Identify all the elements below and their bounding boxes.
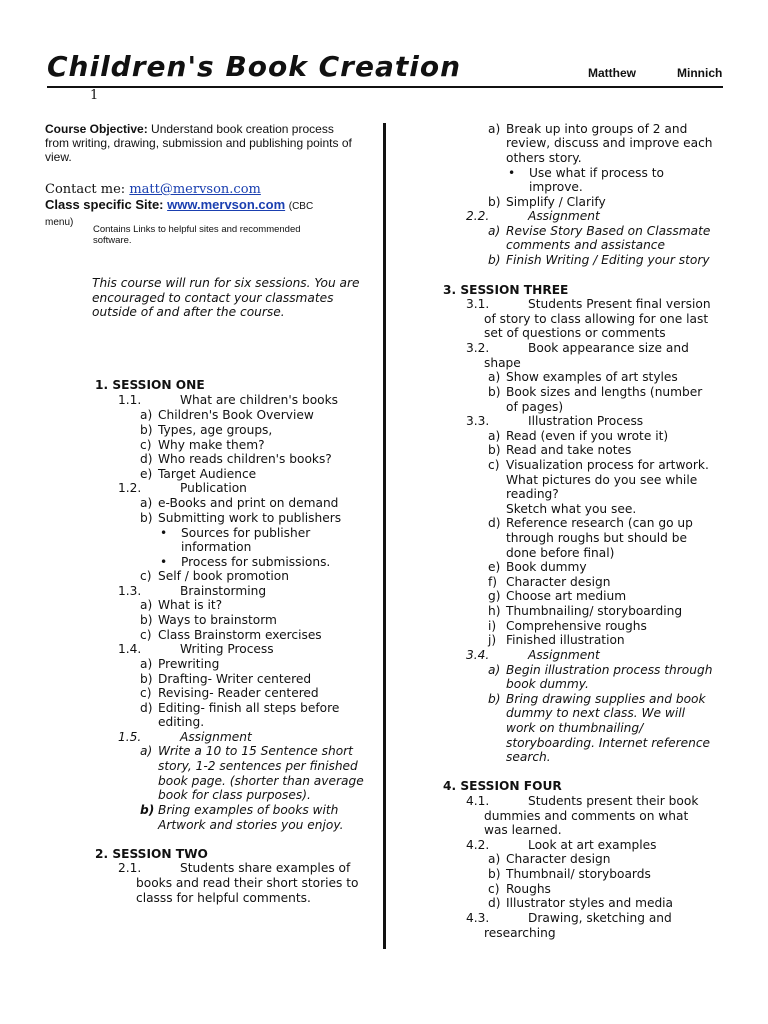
list-text: Assignment bbox=[180, 730, 252, 744]
right-outline-line bbox=[488, 385, 702, 400]
list-number: c) bbox=[488, 458, 500, 472]
right-outline-line bbox=[488, 896, 673, 911]
objective-line-3: view. bbox=[45, 150, 72, 164]
list-text: Children's Book Overview bbox=[158, 408, 314, 422]
left-outline-line bbox=[140, 701, 339, 716]
document-title: Children's Book Creation bbox=[47, 50, 462, 83]
left-outline-line bbox=[140, 628, 322, 643]
left-outline-line bbox=[160, 555, 330, 570]
list-number: 2.1. bbox=[118, 861, 142, 875]
right-outline-line bbox=[488, 882, 551, 897]
right-outline-line bbox=[506, 546, 614, 561]
list-text: Write a 10 to 15 Sentence short bbox=[158, 744, 353, 758]
left-outline-line bbox=[140, 423, 272, 438]
right-outline-line bbox=[488, 560, 587, 575]
right-outline-line bbox=[506, 706, 685, 721]
list-number: 3.3. bbox=[466, 414, 490, 428]
right-outline-line bbox=[466, 911, 672, 926]
list-text: Students Present final version bbox=[528, 297, 711, 311]
page-number: 1 bbox=[90, 88, 99, 103]
left-outline-line bbox=[136, 876, 358, 891]
list-number: 4.2. bbox=[466, 838, 490, 852]
left-outline-line bbox=[158, 759, 358, 774]
list-text: 4. SESSION FOUR bbox=[443, 779, 562, 793]
left-outline-line bbox=[118, 481, 247, 496]
list-number: j) bbox=[488, 633, 497, 647]
list-text: Revise Story Based on Classmate bbox=[506, 224, 711, 238]
list-text: Process for submissions. bbox=[181, 555, 331, 569]
right-outline-line bbox=[443, 283, 568, 298]
list-text: Show examples of art styles bbox=[506, 370, 678, 384]
list-text: book for class purposes). bbox=[158, 788, 311, 802]
list-text: search. bbox=[506, 750, 551, 764]
list-text: Finish Writing / Editing your story bbox=[506, 253, 710, 267]
list-number: 1.5. bbox=[118, 730, 142, 744]
left-outline-line bbox=[118, 393, 338, 408]
list-text: work on thumbnailing/ bbox=[506, 721, 644, 735]
list-number: 1.3. bbox=[118, 584, 142, 598]
list-number: c) bbox=[140, 686, 152, 700]
site-note: (CBC bbox=[288, 201, 314, 212]
left-outline-line bbox=[140, 569, 289, 584]
list-number: e) bbox=[488, 560, 501, 574]
list-text: Assignment bbox=[528, 209, 600, 223]
list-text: Editing- finish all steps before bbox=[158, 701, 340, 715]
list-text: Sources for publisher bbox=[181, 526, 311, 540]
right-outline-line bbox=[506, 750, 551, 765]
right-outline-line bbox=[484, 312, 708, 327]
left-outline-line bbox=[160, 526, 310, 541]
list-text: e-Books and print on demand bbox=[158, 496, 339, 510]
right-outline-line bbox=[506, 531, 687, 546]
list-text: Visualization process for artwork. bbox=[506, 458, 709, 472]
right-outline-line bbox=[484, 926, 556, 941]
list-number: d) bbox=[488, 896, 501, 910]
right-outline-line bbox=[443, 779, 562, 794]
list-text: Book dummy bbox=[506, 560, 587, 574]
list-number: 4.1. bbox=[466, 794, 490, 808]
links-note-line-1: Contains Links to helpful sites and recommended bbox=[93, 224, 301, 235]
list-text: set of questions or comments bbox=[484, 326, 666, 340]
left-outline-line bbox=[118, 861, 350, 876]
list-text: What is it? bbox=[158, 598, 223, 612]
run-note-line-1: This course will run for six sessions. You are bbox=[92, 276, 360, 290]
list-number: b) bbox=[140, 803, 155, 817]
list-text: through roughs but should be bbox=[506, 531, 687, 545]
left-outline-line bbox=[140, 408, 314, 423]
site-note-2: menu) bbox=[45, 217, 74, 228]
left-outline-line bbox=[158, 818, 343, 833]
right-outline-line bbox=[488, 122, 687, 137]
left-outline-line bbox=[158, 774, 364, 789]
list-number: h) bbox=[488, 604, 501, 618]
right-outline-line bbox=[484, 356, 521, 371]
list-text: comments and assistance bbox=[506, 238, 666, 252]
list-text: Prewriting bbox=[158, 657, 220, 671]
list-text: book page. (shorter than average bbox=[158, 774, 364, 788]
list-number: b) bbox=[488, 867, 501, 881]
list-text: Self / book promotion bbox=[158, 569, 289, 583]
objective-line-2: from writing, drawing, submission and publishing points of bbox=[45, 136, 352, 150]
list-text: Illustration Process bbox=[528, 414, 644, 428]
list-number: b) bbox=[488, 385, 501, 399]
list-number: b) bbox=[488, 253, 501, 267]
list-text: dummies and comments on what bbox=[484, 809, 689, 823]
course-objective bbox=[45, 122, 375, 164]
list-number: c) bbox=[488, 882, 500, 896]
left-outline-line bbox=[140, 511, 341, 526]
list-text: Comprehensive roughs bbox=[506, 619, 647, 633]
list-text: Book sizes and lengths (number bbox=[506, 385, 703, 399]
list-number: a) bbox=[140, 496, 153, 510]
list-number: b) bbox=[140, 613, 153, 627]
list-text: Students share examples of bbox=[180, 861, 351, 875]
right-outline-line bbox=[506, 502, 636, 517]
left-outline-line bbox=[140, 803, 338, 818]
run-note-line-2: encouraged to contact your classmates bbox=[92, 290, 334, 305]
list-number: 1.4. bbox=[118, 642, 142, 656]
right-outline-line bbox=[488, 429, 668, 444]
list-number: 1.2. bbox=[118, 481, 142, 495]
list-number: b) bbox=[488, 692, 501, 706]
list-number: b) bbox=[140, 511, 153, 525]
left-outline-line bbox=[158, 715, 204, 730]
right-outline-line bbox=[484, 326, 666, 341]
list-number: a) bbox=[488, 224, 501, 238]
objective-line-1: Understand book creation process bbox=[151, 122, 334, 136]
right-outline-line bbox=[488, 224, 710, 239]
right-outline-line bbox=[488, 663, 712, 678]
list-text: of story to class allowing for one last bbox=[484, 312, 709, 326]
right-outline-line bbox=[466, 794, 698, 809]
list-number: d) bbox=[140, 701, 153, 715]
list-text: was learned. bbox=[484, 823, 562, 837]
left-outline-line bbox=[118, 584, 266, 599]
list-number: f) bbox=[488, 575, 498, 589]
right-outline-line bbox=[484, 809, 688, 824]
list-number: b) bbox=[488, 195, 501, 209]
left-outline-line bbox=[158, 788, 311, 803]
left-outline-line bbox=[118, 730, 252, 745]
left-outline-line bbox=[140, 744, 353, 759]
right-outline-line bbox=[506, 736, 710, 751]
bullet-marker: • bbox=[160, 555, 168, 569]
list-text: Book appearance size and bbox=[528, 341, 689, 355]
list-number: a) bbox=[140, 744, 153, 758]
right-outline-line bbox=[506, 487, 559, 502]
right-outline-line bbox=[466, 414, 643, 429]
run-note-line-3: outside of and after the course. bbox=[92, 305, 285, 320]
list-number: a) bbox=[488, 663, 501, 677]
list-text: Sketch what you see. bbox=[506, 502, 637, 516]
list-number: a) bbox=[140, 598, 153, 612]
course-run-note bbox=[92, 276, 360, 320]
list-text: reading? bbox=[506, 487, 559, 501]
list-text: Assignment bbox=[528, 648, 600, 662]
right-outline-line bbox=[529, 180, 583, 195]
list-text: of pages) bbox=[506, 400, 564, 414]
list-text: Begin illustration process through bbox=[506, 663, 713, 677]
list-number: a) bbox=[140, 408, 153, 422]
list-text: 2. SESSION TWO bbox=[95, 847, 208, 861]
right-outline-line bbox=[508, 166, 664, 181]
list-text: Thumbnailing/ storyboarding bbox=[506, 604, 683, 618]
list-number: a) bbox=[488, 122, 501, 136]
list-text: book dummy. bbox=[506, 677, 589, 691]
list-number: a) bbox=[488, 852, 501, 866]
list-text: Read and take notes bbox=[506, 443, 632, 457]
list-text: Writing Process bbox=[180, 642, 274, 656]
left-outline-line bbox=[140, 438, 265, 453]
contact-line bbox=[45, 182, 261, 197]
list-text: Drawing, sketching and bbox=[528, 911, 672, 925]
list-number: a) bbox=[488, 370, 501, 384]
right-outline-line bbox=[488, 516, 693, 531]
left-outline-line bbox=[95, 847, 208, 862]
right-outline-line bbox=[466, 297, 711, 312]
bullet-marker: • bbox=[160, 526, 168, 540]
list-text: dummy to next class. We will bbox=[506, 706, 686, 720]
list-number: a) bbox=[140, 657, 153, 671]
right-outline-line bbox=[506, 473, 697, 488]
objective-label: Course Objective: bbox=[45, 122, 148, 136]
list-text: Brainstorming bbox=[180, 584, 267, 598]
list-text: review, discuss and improve each bbox=[506, 136, 713, 150]
list-text: done before final) bbox=[506, 546, 615, 560]
list-text: classs for helpful comments. bbox=[136, 891, 311, 905]
list-number: 3.4. bbox=[466, 648, 490, 662]
list-number: e) bbox=[140, 467, 153, 481]
list-text: What are children's books bbox=[180, 393, 339, 407]
right-outline-line bbox=[466, 648, 600, 663]
links-note bbox=[93, 224, 301, 246]
list-text: storyboarding. Internet reference bbox=[506, 736, 711, 750]
right-outline-line bbox=[506, 238, 665, 253]
list-text: Drafting- Writer centered bbox=[158, 672, 312, 686]
list-text: Character design bbox=[506, 575, 611, 589]
list-number: c) bbox=[140, 628, 152, 642]
left-outline-line bbox=[140, 686, 319, 701]
list-text: Read (even if you wrote it) bbox=[506, 429, 669, 443]
right-outline-line bbox=[466, 838, 656, 853]
bullet-marker: • bbox=[508, 166, 516, 180]
right-outline-line bbox=[466, 209, 600, 224]
list-text: Types, age groups, bbox=[158, 423, 273, 437]
left-outline-line bbox=[140, 452, 332, 467]
left-outline-line bbox=[118, 642, 274, 657]
list-number: c) bbox=[140, 569, 152, 583]
author-first-name: Matthew bbox=[588, 66, 636, 80]
list-text: Submitting work to publishers bbox=[158, 511, 342, 525]
list-number: c) bbox=[140, 438, 152, 452]
list-text: Bring drawing supplies and book bbox=[506, 692, 706, 706]
list-text: story, 1-2 sentences per finished bbox=[158, 759, 358, 773]
right-outline-line bbox=[506, 136, 713, 151]
links-note-line-2: software. bbox=[93, 235, 132, 246]
list-text: Target Audience bbox=[158, 467, 257, 481]
right-outline-line bbox=[506, 151, 582, 166]
list-text: improve. bbox=[529, 180, 583, 194]
list-number: d) bbox=[488, 516, 501, 530]
list-text: Roughs bbox=[506, 882, 551, 896]
list-text: Break up into groups of 2 and bbox=[506, 122, 688, 136]
right-outline-line bbox=[484, 823, 562, 838]
list-number: g) bbox=[488, 589, 501, 603]
right-outline-line bbox=[506, 400, 563, 415]
list-text: Ways to brainstorm bbox=[158, 613, 277, 627]
list-number: b) bbox=[140, 672, 153, 686]
list-number: 1.1. bbox=[118, 393, 142, 407]
list-text: Publication bbox=[180, 481, 247, 495]
right-outline-line bbox=[488, 619, 647, 634]
list-text: Bring examples of books with bbox=[158, 803, 339, 817]
right-outline-line bbox=[488, 867, 651, 882]
author-last-name: Minnich bbox=[677, 66, 723, 80]
right-outline-line bbox=[488, 852, 610, 867]
list-text: shape bbox=[484, 356, 521, 370]
left-outline-line bbox=[140, 467, 256, 482]
contact-email-link[interactable]: matt@mervson.com bbox=[129, 182, 261, 197]
left-outline-line bbox=[140, 496, 338, 511]
column-divider bbox=[383, 123, 386, 949]
list-number: 4.3. bbox=[466, 911, 490, 925]
list-number: d) bbox=[140, 452, 153, 466]
right-outline-line bbox=[466, 341, 689, 356]
right-outline-line bbox=[488, 589, 626, 604]
left-outline-line bbox=[140, 672, 311, 687]
right-outline-line bbox=[506, 677, 589, 692]
left-outline-line bbox=[140, 598, 222, 613]
list-text: researching bbox=[484, 926, 556, 940]
list-text: Use what if process to bbox=[529, 166, 664, 180]
list-text: information bbox=[181, 540, 252, 554]
list-text: Choose art medium bbox=[506, 589, 627, 603]
right-outline-line bbox=[488, 253, 710, 268]
right-outline-line bbox=[488, 692, 706, 707]
left-outline-line bbox=[140, 657, 219, 672]
list-number: i) bbox=[488, 619, 497, 633]
list-number: a) bbox=[488, 429, 501, 443]
left-outline-line bbox=[140, 613, 277, 628]
list-text: Class Brainstorm exercises bbox=[158, 628, 322, 642]
right-outline-line bbox=[488, 575, 610, 590]
list-number: 3.2. bbox=[466, 341, 490, 355]
contact-label: Contact me: bbox=[45, 182, 126, 197]
list-number: b) bbox=[140, 423, 153, 437]
list-text: others story. bbox=[506, 151, 582, 165]
left-outline-line bbox=[95, 378, 205, 393]
list-text: Look at art examples bbox=[528, 838, 657, 852]
list-number: b) bbox=[488, 443, 501, 457]
list-text: Illustrator styles and media bbox=[506, 896, 674, 910]
left-outline-line bbox=[136, 891, 311, 906]
list-text: Why make them? bbox=[158, 438, 265, 452]
left-outline-line bbox=[181, 540, 251, 555]
list-text: Simplify / Clarify bbox=[506, 195, 606, 209]
list-text: Thumbnail/ storyboards bbox=[506, 867, 651, 881]
list-text: Students present their book bbox=[528, 794, 699, 808]
right-outline-line bbox=[488, 370, 678, 385]
list-text: Who reads children's books? bbox=[158, 452, 332, 466]
list-text: Artwork and stories you enjoy. bbox=[158, 818, 344, 832]
list-text: Reference research (can go up bbox=[506, 516, 693, 530]
list-text: Finished illustration bbox=[506, 633, 625, 647]
list-number: 3.1. bbox=[466, 297, 490, 311]
list-text: Character design bbox=[506, 852, 611, 866]
list-number: 2.2. bbox=[466, 209, 490, 223]
list-text: 3. SESSION THREE bbox=[443, 283, 569, 297]
right-outline-line bbox=[506, 721, 643, 736]
right-outline-line bbox=[488, 443, 631, 458]
right-outline-line bbox=[488, 195, 606, 210]
right-outline-line bbox=[488, 633, 625, 648]
site-url-link[interactable]: www.mervson.com bbox=[167, 197, 286, 212]
site-label: Class specific Site: bbox=[45, 197, 164, 212]
list-text: 1. SESSION ONE bbox=[95, 378, 205, 392]
list-text: Revising- Reader centered bbox=[158, 686, 319, 700]
list-text: editing. bbox=[158, 715, 205, 729]
header-rule bbox=[47, 86, 723, 88]
right-outline-line bbox=[488, 458, 709, 473]
right-outline-line bbox=[488, 604, 682, 619]
list-text: What pictures do you see while bbox=[506, 473, 698, 487]
list-text: books and read their short stories to bbox=[136, 876, 359, 890]
